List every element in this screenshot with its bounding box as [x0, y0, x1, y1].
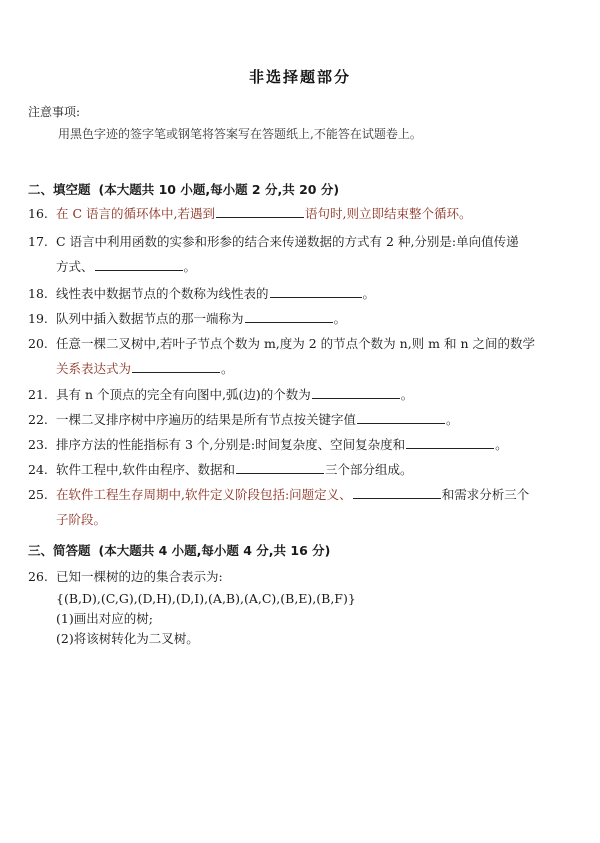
question-24: [28, 457, 573, 482]
question-text: 。: [221, 361, 234, 376]
answer-blank[interactable]: [357, 411, 445, 424]
question-25: [28, 482, 573, 532]
question-number: 23.: [28, 437, 48, 452]
question-text: 在 C 语言的循环体中,若遇到: [56, 206, 215, 221]
question-text: 软件工程中,软件由程序、数据和: [56, 462, 235, 477]
question-text: 关系表达式为: [56, 361, 132, 376]
question-number: 17.: [28, 234, 48, 249]
question-text: 。: [495, 437, 508, 452]
question-text: 排序方法的性能指标有 3 个,分别是:时间复杂度、空间复杂度和: [56, 437, 406, 452]
notice-heading: 注意事项:: [28, 105, 81, 119]
section-3-title: 三、简答题: [28, 543, 91, 558]
question-text: 一棵二叉排序树中序遍历的结果是所有节点按关键字值: [56, 412, 357, 427]
question-text: 三个部分组成。: [324, 462, 413, 477]
question-number: 16.: [28, 206, 48, 221]
question-text: 队列中插入数据节点的那一端称为: [56, 311, 244, 326]
answer-blank[interactable]: [216, 205, 304, 218]
answer-blank[interactable]: [132, 360, 220, 373]
question-text: 和需求分析三个: [441, 487, 530, 502]
question-number: 26.: [28, 569, 48, 584]
question-number: 20.: [28, 336, 48, 351]
section-2-heading: [28, 180, 339, 198]
answer-blank[interactable]: [95, 258, 183, 271]
question-text: 已知一棵树的边的集合表示为:: [56, 569, 223, 584]
question-number: 24.: [28, 462, 48, 477]
page-title: 非选择题部分: [248, 68, 351, 86]
question-23: [28, 432, 573, 457]
answer-blank[interactable]: [406, 436, 494, 449]
edge-set: {(B,D),(C,G),(D,H),(D,I),(A,B),(A,C),(B,E),(B,F)}: [56, 591, 356, 606]
question-text: 。: [400, 387, 414, 402]
question-number: 22.: [28, 412, 48, 427]
question-22: [28, 407, 573, 432]
question-text: 任意一棵二叉树中,若叶子节点个数为 m,度为 2 的节点个数为 n,则 m 和 n 之间的数学: [56, 336, 535, 351]
answer-blank[interactable]: [353, 486, 441, 499]
question-20: [28, 331, 573, 381]
question-26: [28, 564, 573, 589]
notice-body: 用黑色字迹的签字笔或钢笔将答案写在答题纸上,不能答在试题卷上。: [58, 127, 422, 141]
question-text: 具有 n 个顶点的完全有向图中,弧(边)的个数为: [56, 387, 311, 402]
question-number: 19.: [28, 311, 48, 326]
question-text: 线性表中数据节点的个数称为线性表的: [56, 286, 269, 301]
question-text: 。: [333, 311, 347, 326]
question-number: 25.: [28, 487, 48, 502]
question-17: [28, 229, 573, 279]
answer-blank[interactable]: [236, 461, 324, 474]
section-3-heading: [28, 541, 330, 559]
question-text: 在软件工程生存周期中,软件定义阶段包括:问题定义、: [56, 487, 352, 502]
question-text: 语句时,则立即结束整个循环。: [305, 206, 472, 221]
question-number: 18.: [28, 286, 48, 301]
question-text: 子阶段。: [56, 512, 107, 527]
answer-blank[interactable]: [245, 310, 333, 323]
question-18: [28, 281, 573, 306]
question-19: [28, 306, 573, 331]
question-16: [28, 201, 573, 226]
question-text: 。: [183, 259, 197, 274]
question-text: 。: [446, 412, 459, 427]
section-2-note: (本大题共 10 小题,每小题 2 分,共 20 分): [98, 182, 340, 197]
question-text: 。: [362, 286, 376, 301]
question-text: 方式、: [56, 259, 94, 274]
answer-blank[interactable]: [312, 386, 400, 399]
question-text: C 语言中利用函数的实参和形参的结合来传递数据的方式有 2 种,分别是:单向值传递: [56, 234, 519, 249]
section-3-note: (本大题共 4 小题,每小题 4 分,共 16 分): [98, 543, 331, 558]
question-number: 21.: [28, 387, 48, 402]
answer-blank[interactable]: [270, 285, 362, 298]
question-26-part-1: (1)画出对应的树;: [56, 611, 153, 626]
question-26-part-2: (2)将该树转化为二叉树。: [56, 631, 199, 646]
section-2-title: 二、填空题: [28, 182, 91, 197]
question-21: [28, 382, 573, 407]
